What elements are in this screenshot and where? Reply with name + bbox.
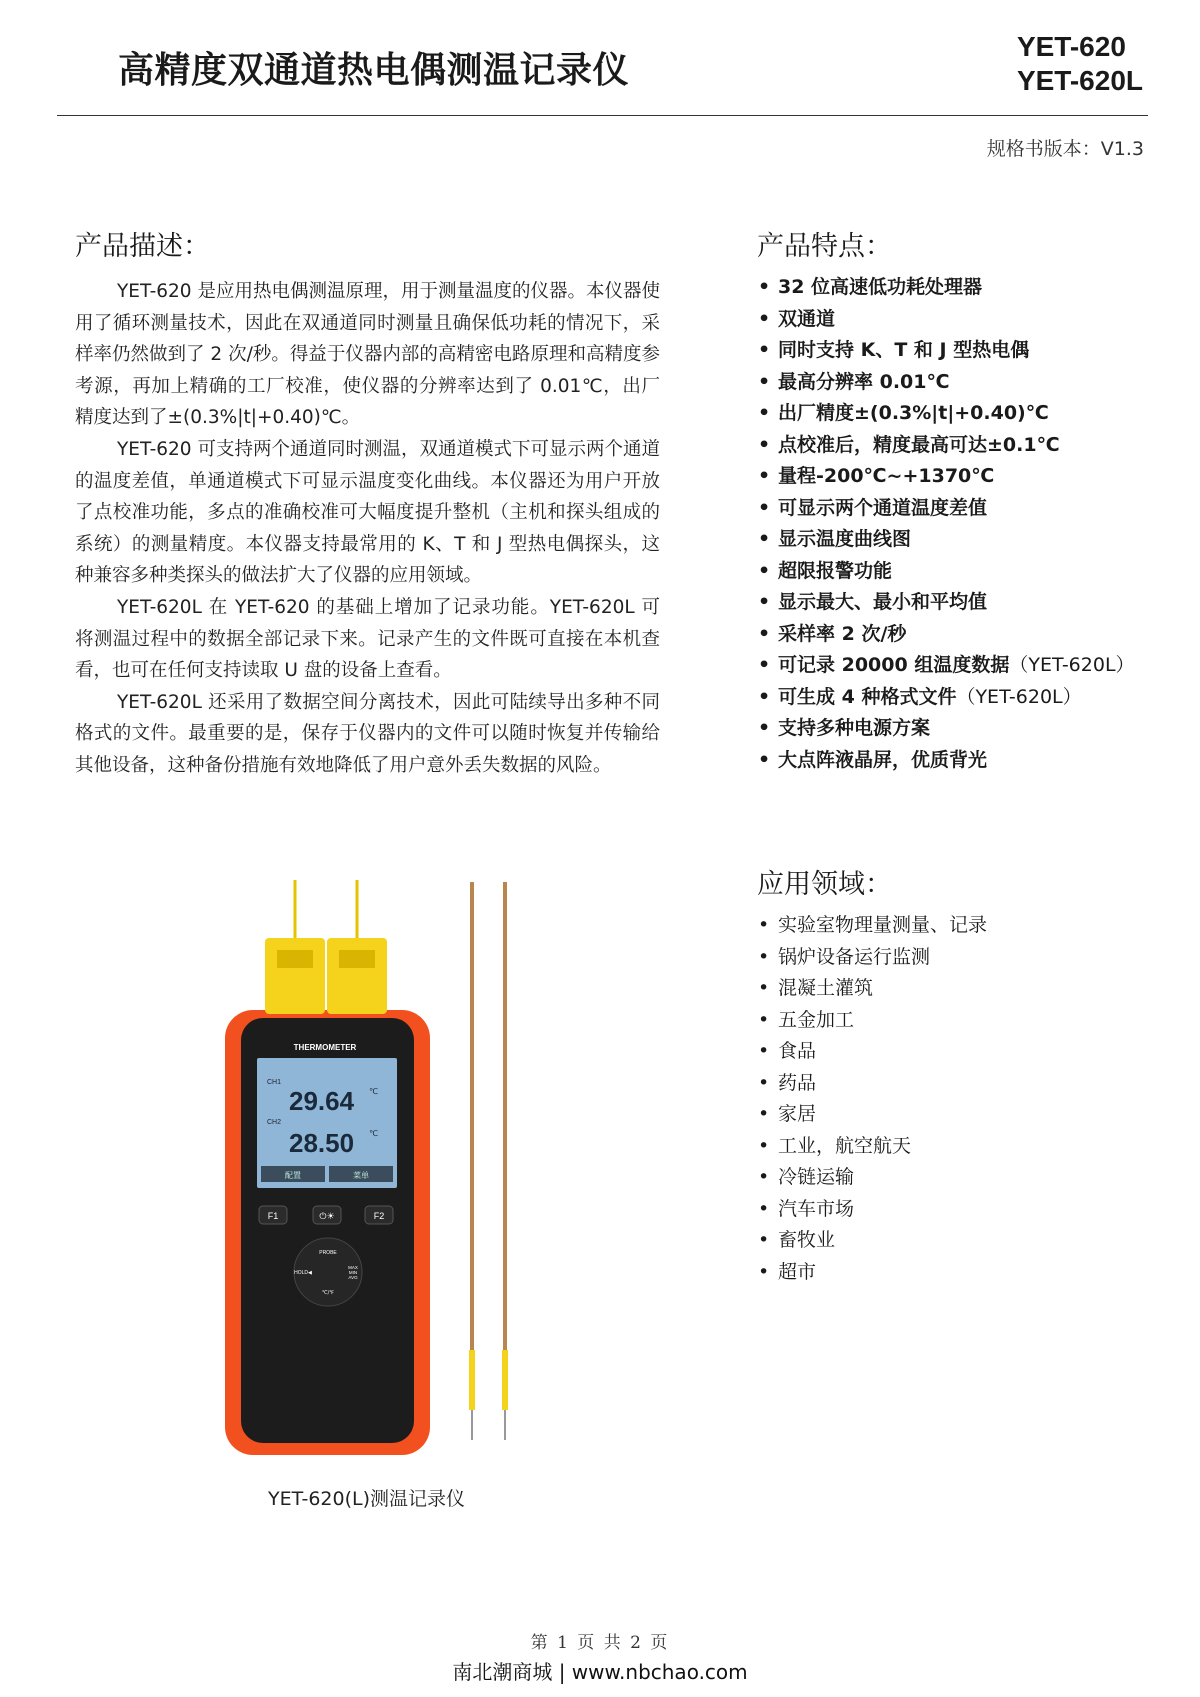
feature-item: • 可生成 4 种格式文件（YET-620L） (756, 682, 1135, 714)
hold-key: HOLD◀ (294, 1270, 312, 1276)
probe-plug-ch2 (327, 938, 387, 1014)
applications-list (756, 910, 987, 1288)
feature-item: • 双通道 (756, 304, 1135, 336)
feature-item: • 32 位高速低功耗处理器 (756, 272, 1135, 304)
feature-model-note: （YET-620L） (1009, 654, 1135, 676)
power-key: ⏻☀ (319, 1212, 335, 1222)
soft-key-left-label: 配置 (285, 1171, 301, 1180)
unit-key: ℃/℉ (321, 1290, 335, 1296)
f2-key: F2 (373, 1211, 385, 1221)
site-footer: 南北潮商城 | www.nbchao.com (452, 1660, 748, 1684)
feature-item: • 支持多种电源方案 (756, 713, 1135, 745)
feature-item: • 最高分辨率 0.01℃ (756, 367, 1135, 399)
header-rule (57, 115, 1148, 116)
thermocouple-probe-1 (469, 882, 475, 1440)
feature-item: • 显示最大、最小和平均值 (756, 587, 1135, 619)
feature-item: • 显示温度曲线图 (756, 524, 1135, 556)
probe-key: PROBE (319, 1250, 337, 1256)
application-item: • 五金加工 (756, 1005, 987, 1037)
feature-item: • 采样率 2 次/秒 (756, 619, 1135, 651)
thermocouple-probe-2 (502, 882, 508, 1440)
feature-item: • 同时支持 K、T 和 J 型热电偶 (756, 335, 1135, 367)
application-item: • 工业，航空航天 (756, 1131, 987, 1163)
min-key: MIN (348, 1270, 358, 1275)
description-paragraph: YET-620L 在 YET-620 的基础上增加了记录功能。YET-620L 可将测温过程中的数据全部记录下来。记录产生的文件既可直接在本机查看，也可在任何支持读取 U 盘的设备上查看。 (75, 596, 660, 682)
model-numbers (1017, 30, 1143, 98)
avg-key: AVG (348, 1275, 358, 1280)
product-caption: YET-620(L)测温记录仪 (268, 1488, 466, 1510)
feature-item: • 超限报警功能 (756, 556, 1135, 588)
page-number: 第 1 页 共 2 页 (530, 1633, 670, 1653)
description-paragraph: YET-620L 还采用了数据空间分离技术，因此可陆续导出多种不同格式的文件。最重要的是，保存于仪器内的文件可以随时恢复并传输给其他设备，这种备份措施有效地降低了用户意外丢失数据的风险。 (75, 691, 660, 776)
features-heading: 产品特点： (757, 231, 892, 262)
feature-item: • 点校准后，精度最高可达±0.1℃ (756, 430, 1135, 462)
document-title: 高精度双通道热电偶测温记录仪 (118, 50, 630, 91)
ch2-reading: 28.50 (289, 1128, 355, 1158)
description-paragraph: YET-620 是应用热电偶测温原理，用于测量温度的仪器。本仪器使用了循环测量技术，因此在双通道同时测量且确保低功耗的情况下，采样率仍然做到了 2 次/秒。得益于仪器内部的高精密电路原理和高精度参考源，再加上精确的工厂校准，使仪器的分辨率达到了 0.01℃，出厂精度达到了±(0.3%|t|+0.40)℃。 (75, 281, 660, 429)
application-item: • 超市 (756, 1257, 987, 1289)
product-photo (215, 880, 515, 1460)
application-item: • 药品 (756, 1068, 987, 1100)
ch2-label: CH2 (267, 1119, 282, 1126)
ch1-label: CH1 (267, 1079, 282, 1086)
soft-key-right-label: 菜单 (353, 1171, 369, 1180)
device-label: THERMOMETER (293, 1043, 357, 1052)
applications-heading: 应用领域： (757, 869, 892, 900)
application-item: • 实验室物理量测量、记录 (756, 910, 987, 942)
application-item: • 混凝土灌筑 (756, 973, 987, 1005)
feature-item: • 出厂精度±(0.3%|t|+0.40)℃ (756, 398, 1135, 430)
feature-item: • 量程-200℃~+1370℃ (756, 461, 1135, 493)
application-item: • 家居 (756, 1099, 987, 1131)
spec-version: 规格书版本：V1.3 (986, 138, 1144, 160)
ch1-reading: 29.64 (289, 1086, 355, 1116)
model-number-1: YET-620 (1016, 31, 1126, 62)
ch1-unit: ℃ (369, 1087, 378, 1096)
description-body (75, 276, 660, 782)
feature-model-note: （YET-620L） (956, 685, 1082, 708)
feature-item: • 可显示两个通道温度差值 (756, 493, 1135, 525)
feature-item: • 大点阵液晶屏，优质背光 (756, 745, 1135, 777)
ch2-unit: ℃ (369, 1129, 378, 1138)
features-list (756, 272, 1135, 776)
model-number-2: YET-620L (1016, 65, 1143, 96)
application-item: • 畜牧业 (756, 1225, 987, 1257)
description-paragraph: YET-620 可支持两个通道同时测温，双通道模式下可显示两个通道的温度差值，单通道模式下可显示温度变化曲线。本仪器还为用户开放了点校准功能，多点的准确校准可大幅度提升整机（主机和探头组成的系统）的测量精度。本仪器支持最常用的 K、T 和 J 型热电偶探头，这种兼容多种类探头的做法扩大了仪器的应用领域。 (75, 438, 660, 587)
application-item: • 食品 (756, 1036, 987, 1068)
probe-plug-ch1 (265, 938, 325, 1014)
application-item: • 冷链运输 (756, 1162, 987, 1194)
application-item: • 锅炉设备运行监测 (756, 942, 987, 974)
f1-key: F1 (267, 1211, 279, 1221)
max-key: MAX (348, 1265, 358, 1270)
feature-item: • 可记录 20000 组温度数据（YET-620L） (756, 650, 1135, 682)
application-item: • 汽车市场 (756, 1194, 987, 1226)
description-heading: 产品描述： (75, 231, 210, 262)
